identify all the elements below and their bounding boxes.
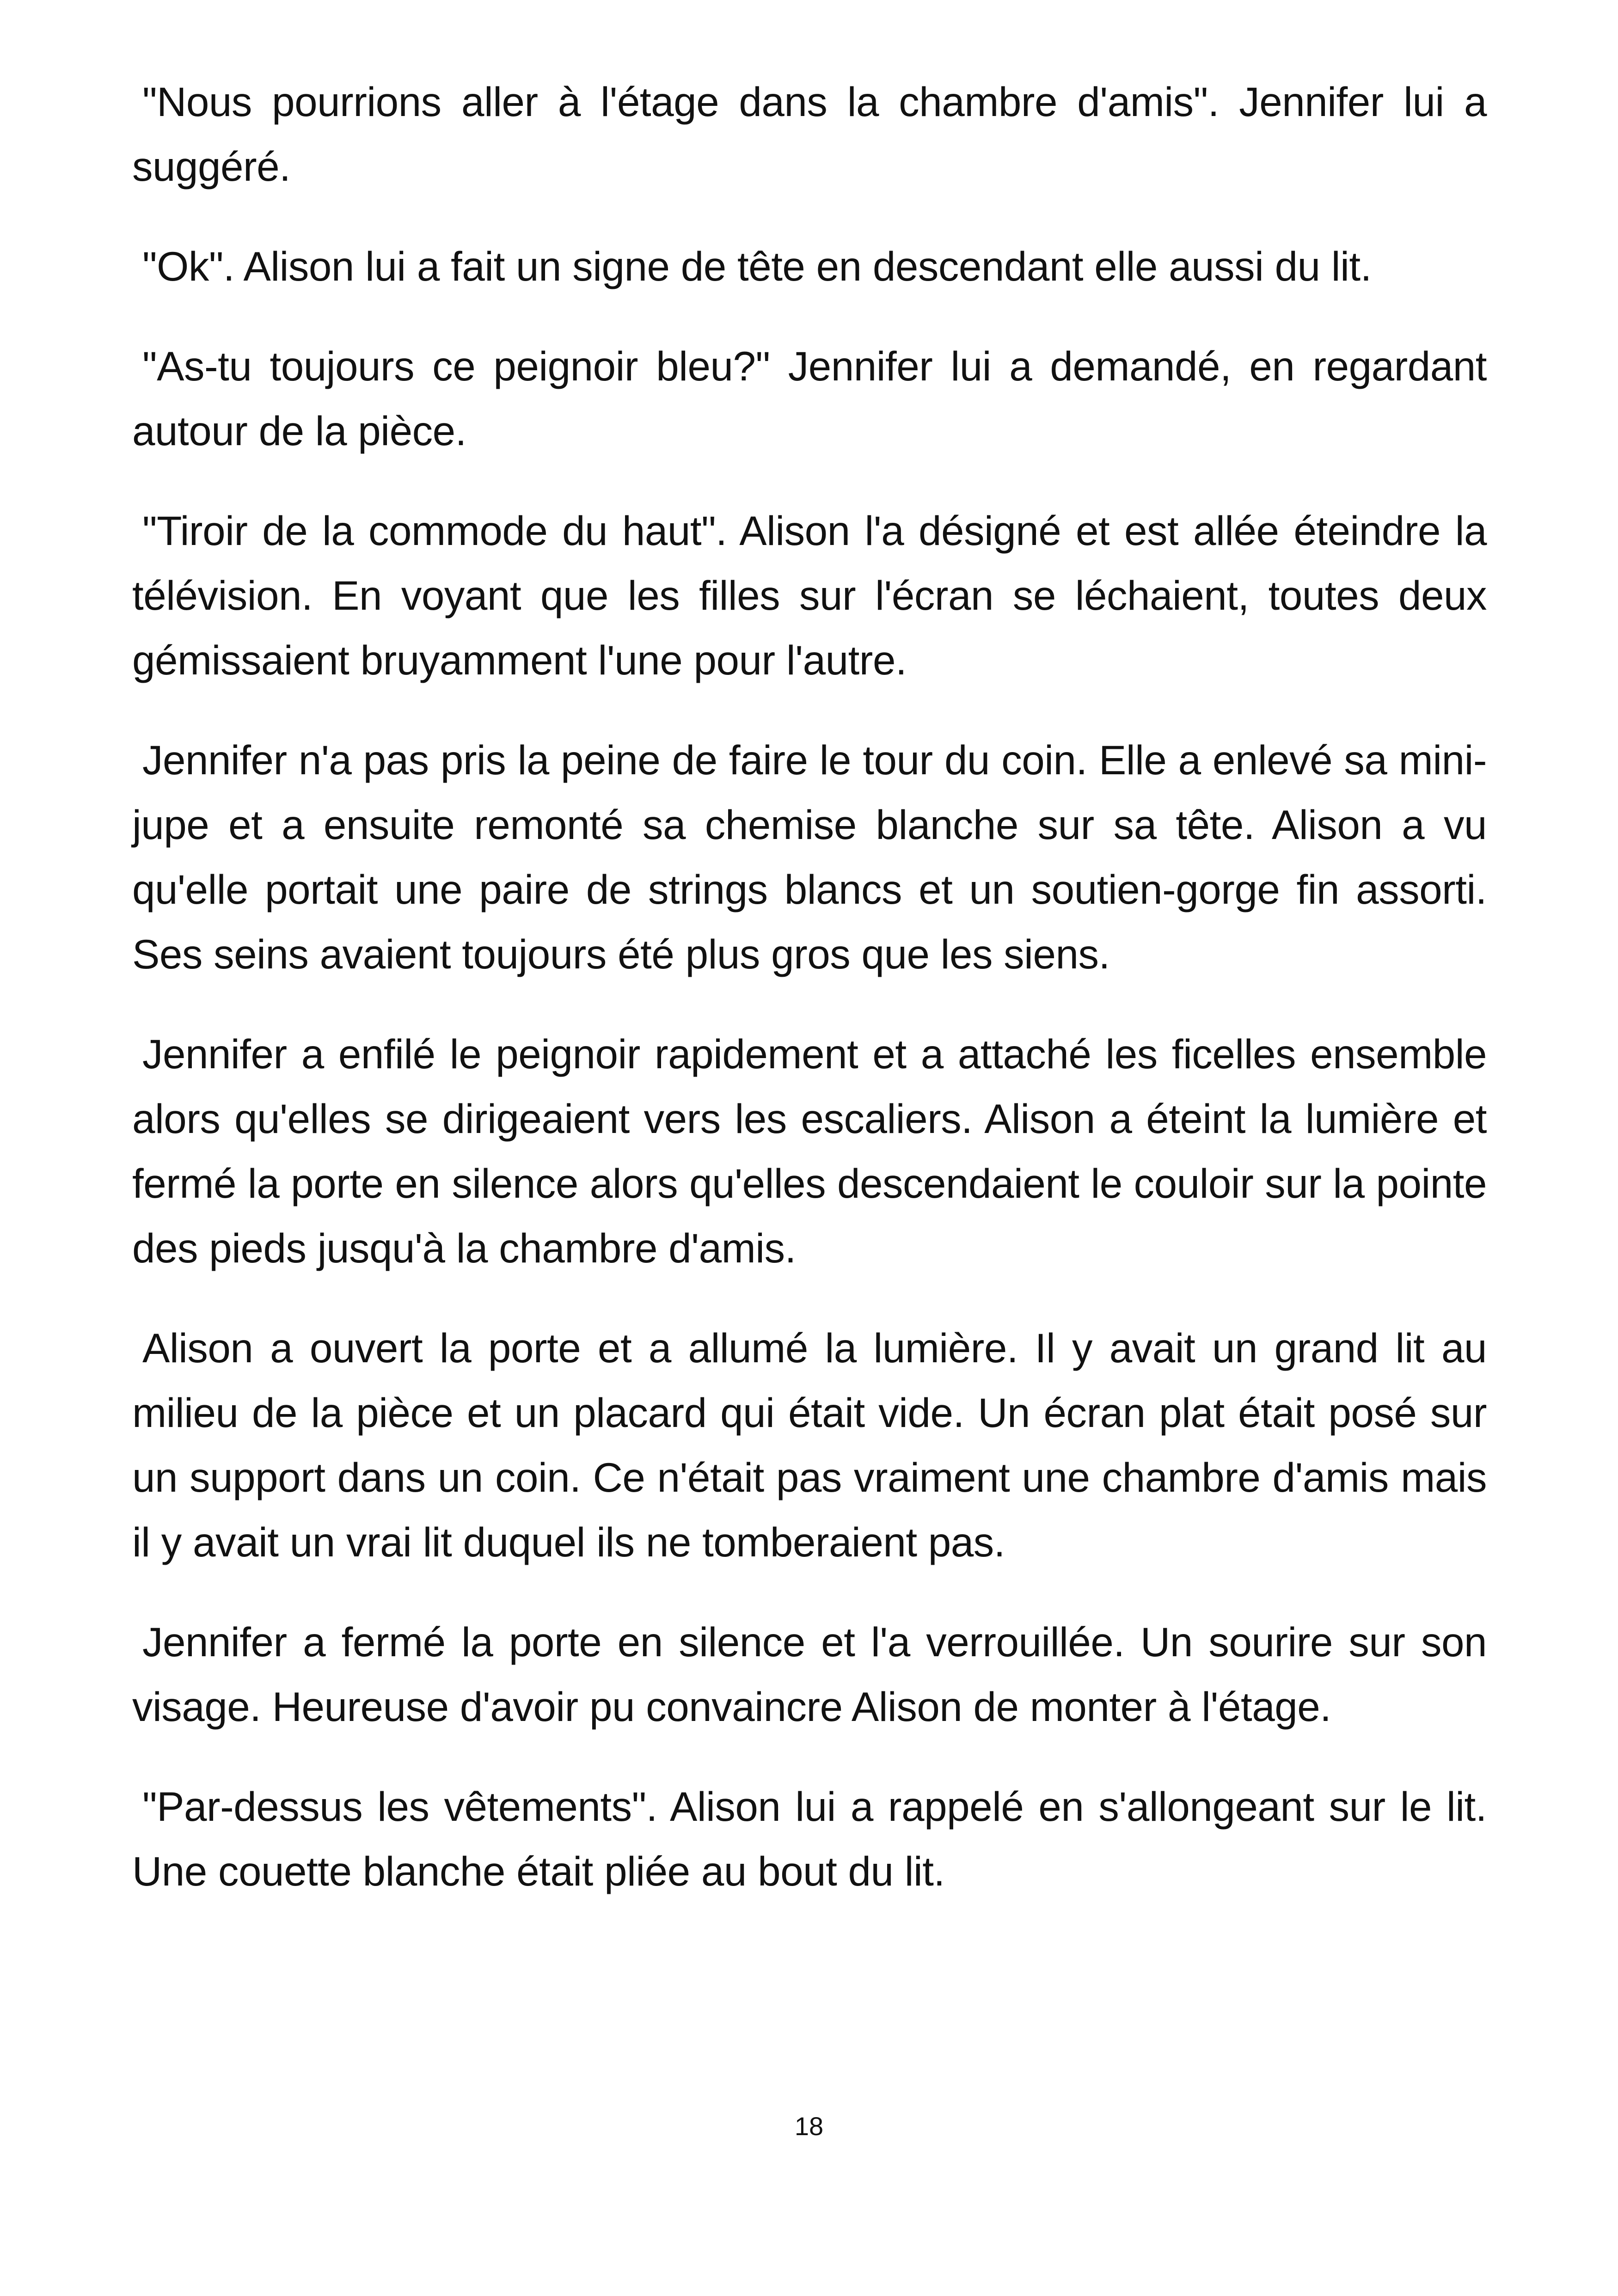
paragraph-1: "Nous pourrions aller à l'étage dans la chambre d'amis". Jennifer lui a suggéré. <box>132 79 1487 190</box>
paragraph-8: Jennifer a fermé la porte en silence et l'a verrouillée. Un sourire sur son visage. Heureuse d'avoir pu convaincre Alison de monter à l'étage. <box>132 1619 1487 1730</box>
paragraph-3: "As-tu toujours ce peignoir bleu?" Jennifer lui a demandé, en regardant autour de la pièce. <box>132 343 1487 454</box>
paragraph-6: Jennifer a enfilé le peignoir rapidement et a attaché les ficelles ensemble alors qu'elles se dirigeaient vers les escaliers. Alison a éteint la lumière et fermé la porte en silence alors qu'elles descendaient le couloir sur la pointe des pieds jusqu'à la chambre d'amis. <box>132 1031 1487 1271</box>
paragraph-2: "Ok". Alison lui a fait un signe de tête en descendant elle aussi du lit. <box>142 243 1372 289</box>
paragraph-4: "Tiroir de la commode du haut". Alison l'a désigné et est allée éteindre la télévision. En voyant que les filles sur l'écran se léchaient, toutes deux gémissaient bruyamment l'une pour l'autre. <box>132 508 1487 683</box>
page-number: 18 <box>794 2112 824 2141</box>
paragraph-5: Jennifer n'a pas pris la peine de faire le tour du coin. Elle a enlevé sa mini-jupe et a ensuite remonté sa chemise blanche sur sa tête. Alison a vu qu'elle portait une paire de strings blancs et un soutien-gorge fin assorti. Ses seins avaient toujours été plus gros que les siens. <box>132 737 1487 977</box>
paragraph-7: Alison a ouvert la porte et a allumé la lumière. Il y avait un grand lit au milieu de la pièce et un placard qui était vide. Un écran plat était posé sur un support dans un coin. Ce n'était pas vraiment une chambre d'amis mais il y avait un vrai lit duquel ils ne tomberaient pas. <box>132 1325 1487 1565</box>
body-text <box>132 69 1487 1939</box>
paragraph-9: "Par-dessus les vêtements". Alison lui a rappelé en s'allongeant sur le lit. Une couette blanche était pliée au bout du lit. <box>132 1783 1487 1894</box>
